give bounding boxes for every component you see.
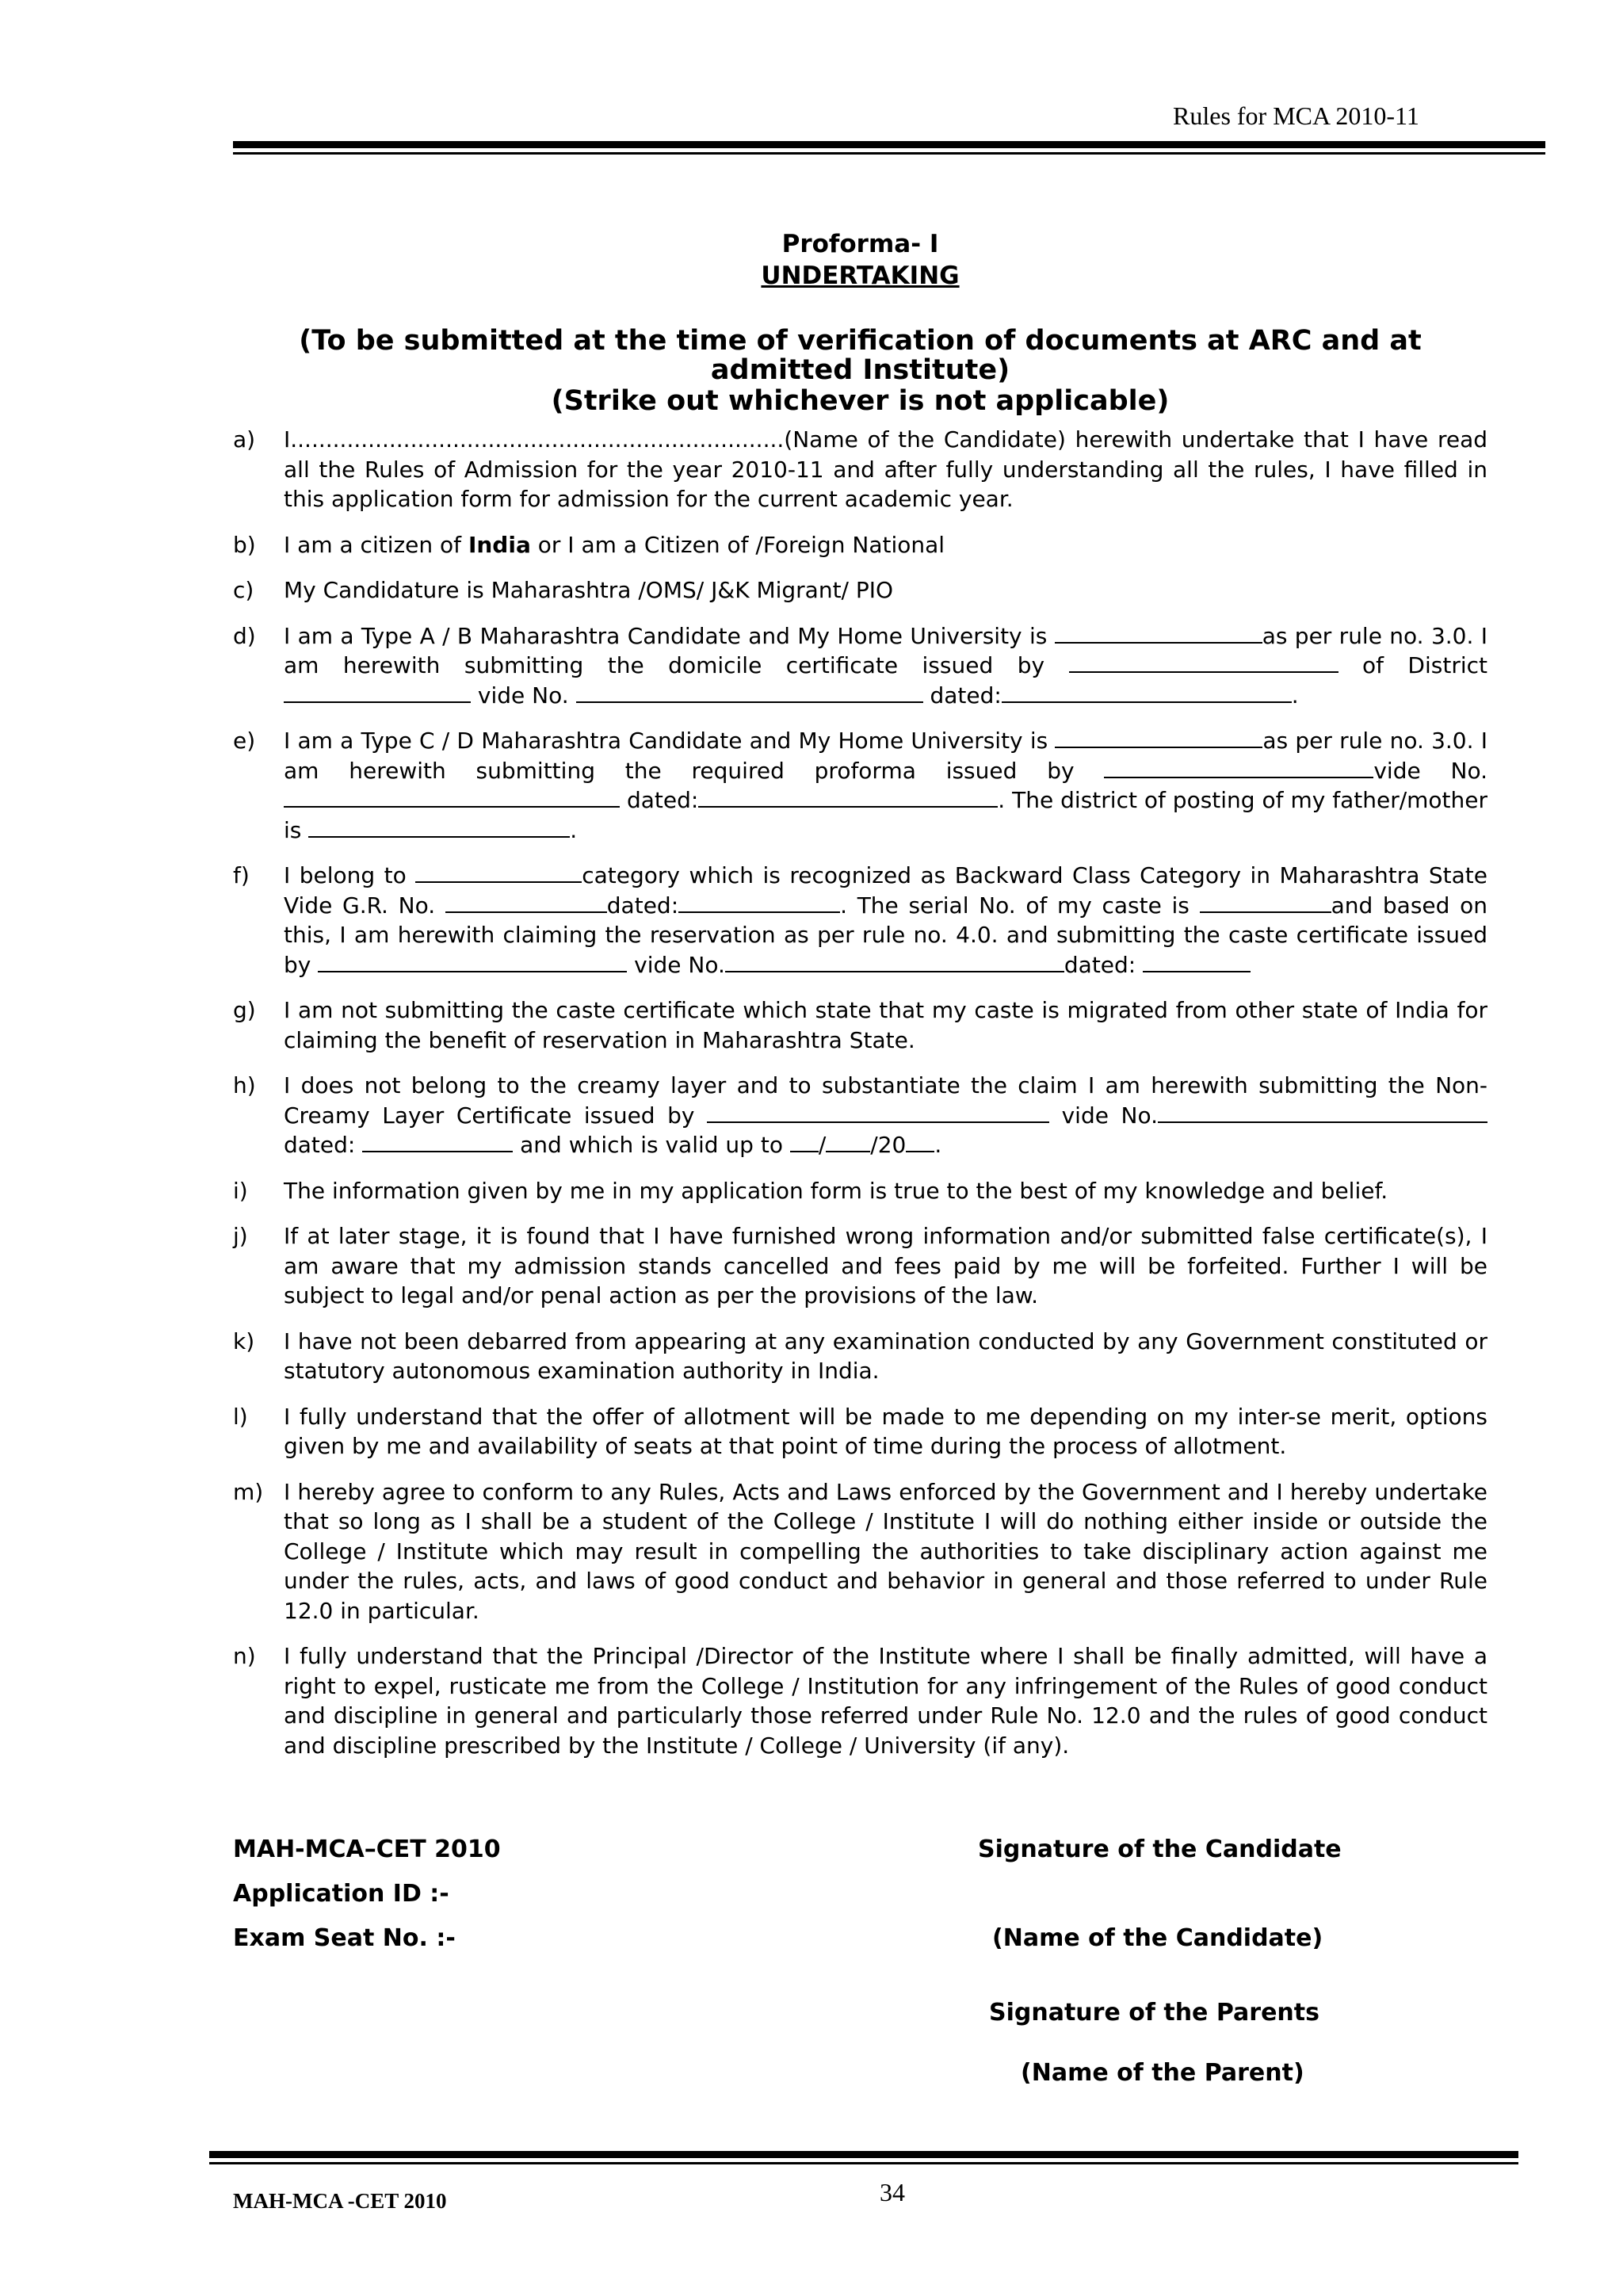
list-item-g xyxy=(233,995,1487,1055)
item-label: h) xyxy=(233,1072,256,1098)
blank-vide-no[interactable] xyxy=(1158,1104,1487,1123)
item-label: g) xyxy=(233,997,256,1023)
list-item-l xyxy=(233,1402,1487,1461)
item-text: I am a Type C / D Maharashtra Candidate and My Home University is as per rule no. 3.0. I am herewith submitting the required proforma issued by vide No. dated: . The district of posting of my father/mother is . xyxy=(284,728,1488,843)
item-text: I am not submitting the caste certificate which state that my caste is migrated from other state of India for claiming the benefit of reservation in Maharashtra State. xyxy=(284,997,1487,1053)
list-item-b xyxy=(233,530,1487,560)
item-label: c) xyxy=(233,577,254,603)
application-id-label: Application ID :- xyxy=(233,1880,449,1908)
blank-district[interactable] xyxy=(284,684,471,703)
blank-valid-day[interactable] xyxy=(790,1133,819,1152)
proforma-label: Proforma- I xyxy=(781,230,939,258)
item-text: The information given by me in my application form is true to the best of my knowledge and belief. xyxy=(284,1177,1388,1204)
blank-issued-by[interactable] xyxy=(1069,654,1338,673)
subtitle-strike-out: (Strike out whichever is not applicable) xyxy=(551,385,1170,417)
blank-caste-serial[interactable] xyxy=(1200,894,1331,913)
page-number: 34 xyxy=(880,2178,905,2206)
list-item-a xyxy=(233,425,1487,514)
item-text: I am a citizen of India or I am a Citizen of /Foreign National xyxy=(284,531,945,558)
item-label: m) xyxy=(233,1478,264,1505)
blank-dated[interactable] xyxy=(1143,953,1251,972)
blank-home-university[interactable] xyxy=(1055,729,1262,748)
blank-dated[interactable] xyxy=(1002,684,1292,703)
item-text: I fully understand that the Principal /Director of the Institute where I shall be finally admitted, will have a right to expel, rusticate me from the College / Institution for any infringement of the Rules of good conduct and discipline in general and particularly those referred under Rule No. 12.0 and the rules of good conduct and discipline prescribed by the Institute / College / University (if any). xyxy=(284,1643,1487,1759)
item-text: I......................................................................(Name of the Candidate) herewith undertake that I have read all the Rules of Admission for the year 2010-11 and after fully understanding all the rules, I have filled in this application form for admission for the current academic year. xyxy=(284,426,1487,512)
blank-home-university[interactable] xyxy=(1055,625,1262,644)
name-candidate-label: (Name of the Candidate) xyxy=(992,1924,1323,1952)
list-item-f xyxy=(233,861,1487,980)
item-text: I hereby agree to conform to any Rules, Acts and Laws enforced by the Government and I hereby undertake that so long as I shall be a student of the College / Institute I will do nothing either inside or outside the College / Institute which may result in compelling the authorities to take disciplinary action against me under the rules, acts, and laws of good conduct and behavior in general and those referred to under Rule 12.0 in particular. xyxy=(284,1478,1487,1624)
item-label: b) xyxy=(233,531,256,558)
list-item-n xyxy=(233,1641,1487,1760)
signature-parents-label: Signature of the Parents xyxy=(989,1999,1319,2027)
blank-dated[interactable] xyxy=(698,789,998,808)
blank-issued-by[interactable] xyxy=(1104,759,1373,778)
item-label: e) xyxy=(233,728,256,754)
list-item-k xyxy=(233,1327,1487,1386)
item-text: I does not belong to the creamy layer and to substantiate the claim I am herewith submitting the Non-Creamy Layer Certificate issued by vide No.dated: and which is valid up to / /20 . xyxy=(284,1072,1487,1158)
item-label: a) xyxy=(233,426,256,453)
blank-gr-no[interactable] xyxy=(445,894,607,913)
item-label: d) xyxy=(233,622,256,649)
item-text: My Candidature is Maharashtra /OMS/ J&K Migrant/ PIO xyxy=(284,577,894,603)
exam-name: MAH-MCA–CET 2010 xyxy=(233,1836,501,1863)
exam-seat-no-label: Exam Seat No. :- xyxy=(233,1924,456,1952)
footer-exam-label: MAH-MCA -CET 2010 xyxy=(233,2189,447,2213)
item-text: If at later stage, it is found that I have furnished wrong information and/or submitted false certificate(s), I am aware that my admission stands cancelled and fees paid by me will be forfeited. Further I will be subject to legal and/or penal action as per the provisions of the law. xyxy=(284,1223,1487,1308)
blank-vide-no[interactable] xyxy=(576,684,923,703)
item-label: i) xyxy=(233,1177,248,1204)
list-item-h xyxy=(233,1071,1487,1160)
blank-district-posting[interactable] xyxy=(308,819,570,838)
blank-valid-month[interactable] xyxy=(826,1133,870,1152)
blank-valid-year[interactable] xyxy=(906,1133,934,1152)
blank-gr-dated[interactable] xyxy=(678,894,840,913)
undertaking-list xyxy=(233,425,1487,1776)
list-item-e xyxy=(233,726,1487,845)
page-title: UNDERTAKING xyxy=(761,262,960,290)
item-label: f) xyxy=(233,862,250,888)
header-rule xyxy=(233,141,1545,148)
blank-dated[interactable] xyxy=(362,1133,513,1152)
heading-block xyxy=(233,228,1487,417)
item-label: n) xyxy=(233,1643,256,1669)
blank-category[interactable] xyxy=(415,864,582,883)
blank-issued-by[interactable] xyxy=(318,953,627,972)
blank-vide-no[interactable] xyxy=(284,789,620,808)
item-label: k) xyxy=(233,1328,255,1354)
subtitle-submission: (To be submitted at the time of verification of documents at ARC and at admitted Institute) xyxy=(299,325,1422,386)
blank-vide-no[interactable] xyxy=(725,953,1064,972)
item-text: I fully understand that the offer of allotment will be made to me depending on my inter-se merit, options given by me and availability of seats at that point of time during the process of allotment. xyxy=(284,1403,1487,1459)
list-item-c xyxy=(233,575,1487,606)
running-header: Rules for MCA 2010-11 xyxy=(1173,101,1419,130)
item-text: I have not been debarred from appearing at any examination conducted by any Government constituted or statutory autonomous examination authority in India. xyxy=(284,1328,1487,1384)
item-label: j) xyxy=(233,1223,248,1249)
list-item-m xyxy=(233,1477,1487,1626)
item-label: l) xyxy=(233,1403,248,1430)
signature-candidate-label: Signature of the Candidate xyxy=(978,1836,1342,1863)
blank-issued-by[interactable] xyxy=(707,1104,1049,1123)
name-parent-label: (Name of the Parent) xyxy=(1021,2059,1304,2087)
footer-rule xyxy=(209,2151,1518,2158)
item-text: I am a Type A / B Maharashtra Candidate and My Home University is as per rule no. 3.0. I am herewith submitting the domicile certificate issued by of District vide No. dated: . xyxy=(284,622,1487,709)
list-item-j xyxy=(233,1221,1487,1311)
item-text: I belong to category which is recognized as Backward Class Category in Maharashtra State Vide G.R. No. dated: . The serial No. of my caste is and based on this, I am herewith claiming the reservation as per rule no. 4.0. and submitting the caste certificate issued by vide No. dated: xyxy=(284,862,1487,978)
list-item-d xyxy=(233,621,1487,711)
footer-rule-thin xyxy=(209,2162,1518,2164)
list-item-i xyxy=(233,1176,1487,1206)
header-rule-thin xyxy=(233,152,1545,155)
